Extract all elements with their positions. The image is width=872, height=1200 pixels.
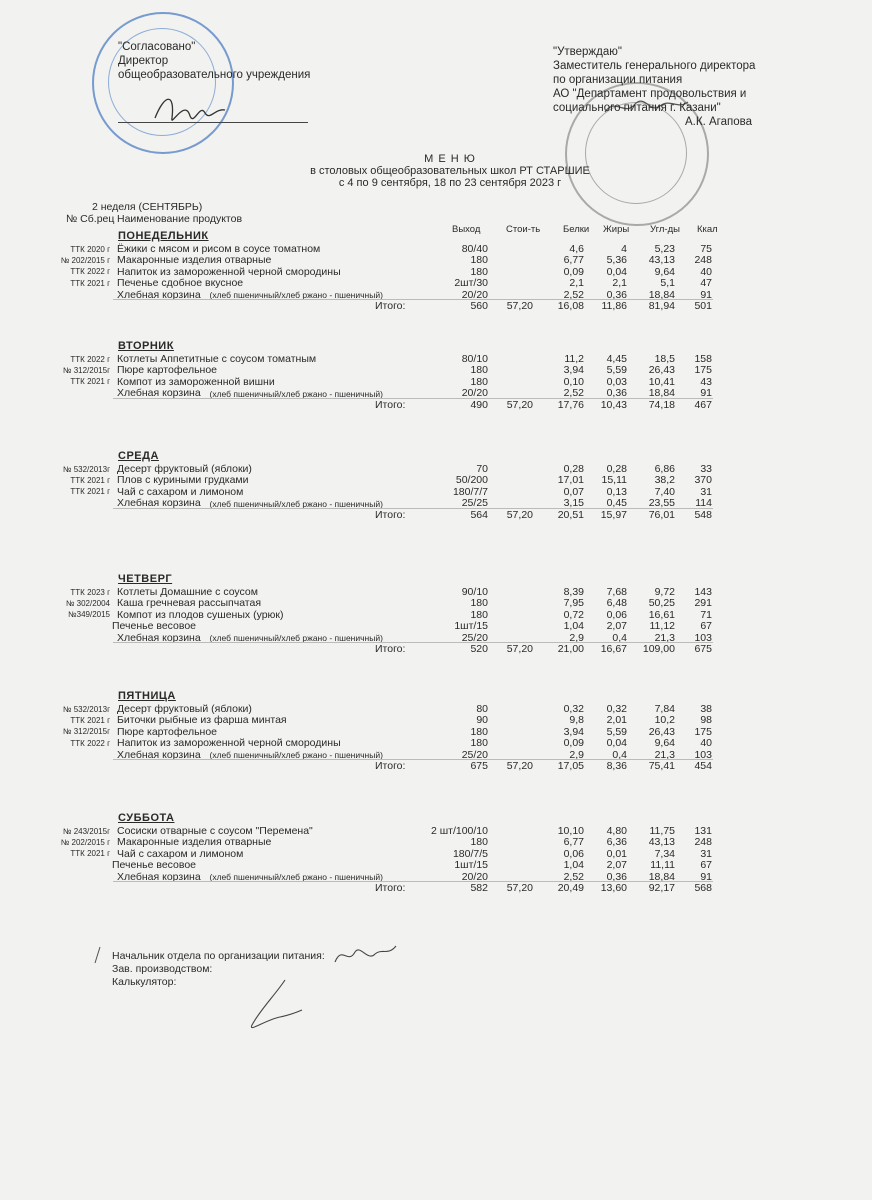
- total-rule: [113, 759, 713, 760]
- cell-protein: 0,28: [563, 463, 584, 475]
- dish-name: Хлебная корзина: [117, 387, 201, 400]
- cell-fat: 0,06: [606, 608, 627, 621]
- recipe-code: № 202/2015 г: [60, 255, 110, 265]
- col-output-header: Выход: [452, 224, 481, 235]
- total-protein: 20,49: [557, 882, 584, 894]
- cell-protein: 10,10: [557, 825, 584, 837]
- cell-protein: 2,9: [569, 631, 584, 644]
- cell-output: 80/40: [461, 243, 488, 255]
- dish-name: Сосиски отварные с соусом "Перемена": [117, 825, 313, 837]
- col-cost-header: Стои-ть: [506, 224, 541, 235]
- total-protein: 16,08: [557, 300, 584, 312]
- cell-kcal: 98: [700, 714, 712, 727]
- cell-kcal: 31: [700, 485, 712, 498]
- recipe-code: № 532/2013г: [62, 704, 110, 714]
- recipe-code: ТТК 2022 г: [70, 354, 110, 364]
- cell-output: 180/7/7: [452, 485, 488, 498]
- cell-protein: 2,9: [569, 748, 584, 761]
- dish-name: Чай с сахаром и лимоном: [117, 485, 244, 498]
- total-carbs: 74,18: [648, 398, 675, 411]
- cell-output: 180: [470, 265, 488, 278]
- menu-subtitle: в столовых общеобразовательных школ РТ СТАРШИЕ: [310, 165, 590, 177]
- cell-fat: 2,01: [606, 714, 627, 727]
- cell-kcal: 67: [700, 620, 712, 633]
- cell-carbs: 16,61: [648, 608, 675, 621]
- cell-kcal: 91: [700, 288, 712, 301]
- dish-note: (хлеб пшеничный/хлеб ржано - пшеничный): [209, 633, 383, 644]
- total-carbs: 92,17: [648, 882, 675, 894]
- cell-protein: 2,52: [563, 870, 584, 883]
- production-head-label: Зав. производством:: [112, 963, 213, 975]
- organization-line2: социального питания г. Казани": [553, 102, 721, 114]
- cell-carbs: 43,13: [648, 836, 675, 849]
- cell-output: 180: [470, 597, 488, 610]
- total-output: 560: [470, 300, 488, 312]
- cell-kcal: 158: [694, 353, 712, 365]
- cell-kcal: 43: [700, 375, 712, 388]
- day-heading: СУББОТА: [118, 812, 175, 824]
- dish-name: Плов с куриными грудками: [117, 474, 249, 487]
- total-label: Итого:: [375, 643, 406, 655]
- cell-protein: 2,52: [563, 288, 584, 301]
- recipe-code: ТТК 2023 г: [70, 587, 110, 597]
- dish-name: Печенье весовое: [112, 620, 197, 633]
- dish-name: Котлеты Домашние с соусом: [117, 586, 258, 598]
- total-output: 564: [470, 508, 488, 521]
- total-rule: [113, 398, 713, 399]
- total-cost: 57,20: [506, 508, 533, 521]
- cell-carbs: 9,72: [654, 586, 675, 598]
- recipe-code: ТТК 2021 г: [70, 278, 110, 288]
- cell-kcal: 114: [695, 497, 712, 510]
- cell-kcal: 291: [694, 597, 712, 610]
- cell-carbs: 43,13: [648, 254, 675, 267]
- dish-note: (хлеб пшеничный/хлеб ржано - пшеничный): [209, 750, 383, 761]
- dish-note: (хлеб пшеничный/хлеб ржано - пшеничный): [209, 388, 383, 399]
- total-carbs: 75,41: [648, 760, 675, 772]
- week-label: 2 неделя (СЕНТЯБРЬ): [92, 201, 203, 213]
- cell-fat: 2,07: [606, 620, 627, 633]
- cell-protein: 2,1: [569, 277, 584, 290]
- cell-carbs: 23,55: [648, 497, 675, 510]
- cell-output: 180: [470, 254, 488, 267]
- cell-output: 20/20: [461, 870, 488, 883]
- cell-kcal: 67: [700, 859, 712, 872]
- dish-name: Напиток из замороженной черной смородины: [117, 737, 341, 750]
- col-fat-header: Жиры: [603, 224, 630, 235]
- dish-name: Десерт фруктовый (яблоки): [117, 463, 252, 475]
- dish-name: Хлебная корзина: [117, 497, 201, 510]
- total-output: 675: [470, 760, 488, 772]
- cell-protein: 0,09: [563, 265, 584, 278]
- cell-carbs: 38,2: [654, 474, 675, 487]
- cell-carbs: 7,34: [654, 847, 675, 860]
- cell-fat: 0,01: [606, 847, 627, 860]
- recipe-code: № 532/2013г: [62, 464, 110, 474]
- dish-note: (хлеб пшеничный/хлеб ржано - пшеничный): [209, 872, 383, 883]
- cell-carbs: 50,25: [648, 597, 675, 610]
- day-heading: ВТОРНИК: [118, 340, 174, 352]
- cell-protein: 0,32: [563, 703, 584, 715]
- cell-output: 80: [476, 703, 488, 715]
- total-kcal: 568: [694, 882, 712, 894]
- dish-name: Хлебная корзина: [117, 870, 201, 883]
- cell-output: 20/20: [461, 387, 488, 400]
- cell-kcal: 40: [700, 737, 712, 750]
- cell-carbs: 6,86: [654, 463, 675, 475]
- cell-carbs: 26,43: [648, 364, 675, 377]
- cell-fat: 2,07: [606, 859, 627, 872]
- recipe-code: ТТК 2021 г: [70, 849, 110, 859]
- cell-fat: 6,36: [606, 836, 627, 849]
- cell-protein: 1,04: [563, 859, 584, 872]
- total-cost: 57,20: [506, 300, 533, 312]
- total-protein: 21,00: [557, 643, 584, 655]
- recipe-code: № 312/2015г: [62, 727, 110, 737]
- cell-fat: 5,36: [606, 254, 627, 267]
- cell-kcal: 40: [700, 265, 712, 278]
- cell-carbs: 11,12: [649, 620, 675, 633]
- cell-output: 180/7/5: [452, 847, 488, 860]
- cell-kcal: 175: [694, 725, 712, 738]
- cell-fat: 4,45: [606, 353, 627, 365]
- cell-fat: 4,80: [606, 825, 627, 837]
- cell-fat: 0,04: [606, 265, 627, 278]
- cell-carbs: 18,84: [648, 288, 675, 301]
- recipe-code: ТТК 2021 г: [70, 475, 110, 485]
- dish-name: Чай с сахаром и лимоном: [117, 847, 244, 860]
- cell-output: 180: [470, 737, 488, 750]
- recipe-code: ТТК 2020 г: [70, 244, 110, 254]
- cell-output: 50/200: [455, 474, 488, 487]
- cell-fat: 6,48: [606, 597, 627, 610]
- cell-fat: 0,4: [612, 748, 627, 761]
- cell-fat: 0,36: [606, 387, 627, 400]
- cell-protein: 6,77: [563, 836, 584, 849]
- col-name-header: Наименование продуктов: [117, 213, 243, 225]
- total-rule: [113, 508, 713, 509]
- cell-kcal: 47: [700, 277, 712, 290]
- total-cost: 57,20: [506, 760, 533, 772]
- total-label: Итого:: [375, 508, 406, 521]
- cell-protein: 4,6: [569, 243, 584, 255]
- cell-carbs: 11,11: [650, 859, 675, 872]
- cell-fat: 5,59: [606, 725, 627, 738]
- col-kcal-header: Ккал: [697, 224, 718, 235]
- footer-signature-icon: [330, 940, 400, 970]
- dish-note: (хлеб пшеничный/хлеб ржано - пшеничный): [209, 498, 383, 509]
- cell-kcal: 248: [694, 254, 712, 267]
- deputy-title-2: по организации питания: [553, 74, 683, 86]
- cell-carbs: 21,3: [654, 631, 675, 644]
- cell-kcal: 38: [700, 703, 712, 715]
- cell-protein: 3,94: [563, 364, 584, 377]
- total-rule: [113, 881, 713, 882]
- cell-protein: 7,95: [563, 597, 584, 610]
- total-output: 520: [470, 643, 488, 655]
- recipe-code: ТТК 2021 г: [70, 487, 110, 497]
- approve-label: "Утверждаю": [553, 46, 622, 58]
- total-cost: 57,20: [506, 643, 533, 655]
- director-signature-icon: [150, 88, 230, 133]
- cell-kcal: 131: [694, 825, 712, 837]
- recipe-code: № 312/2015г: [62, 365, 110, 375]
- recipe-code: № 202/2015 г: [60, 837, 110, 847]
- total-fat: 16,67: [600, 643, 627, 655]
- dish-name: Печенье сдобное вкусное: [117, 277, 244, 290]
- cell-carbs: 21,3: [654, 748, 675, 761]
- total-protein: 17,05: [557, 760, 584, 772]
- dish-name: Пюре картофельное: [117, 364, 218, 377]
- total-label: Итого:: [375, 760, 406, 772]
- approval-right-block: [553, 45, 755, 115]
- dish-name: Печенье весовое: [112, 859, 197, 872]
- cell-protein: 3,94: [563, 725, 584, 738]
- cell-fat: 0,28: [606, 463, 627, 475]
- director-label: Директор: [118, 55, 169, 67]
- cell-carbs: 7,40: [654, 485, 675, 498]
- cell-fat: 0,32: [606, 703, 627, 715]
- total-kcal: 548: [694, 508, 712, 521]
- total-output: 582: [470, 882, 488, 894]
- deputy-name: А.К. Агапова: [685, 116, 752, 128]
- dish-name: Хлебная корзина: [117, 631, 201, 644]
- cell-fat: 0,04: [606, 737, 627, 750]
- menu-title: М Е Н Ю: [424, 153, 476, 165]
- dish-name: Десерт фруктовый (яблоки): [117, 703, 252, 715]
- cell-output: 25/20: [461, 631, 488, 644]
- dish-name: Напиток из замороженной черной смородины: [117, 265, 341, 278]
- recipe-code: ТТК 2022 г: [70, 267, 110, 277]
- dish-name: Макаронные изделия отварные: [117, 836, 272, 849]
- cell-carbs: 18,5: [654, 353, 675, 365]
- calculator-signature-icon: [240, 975, 310, 1035]
- cell-protein: 17,01: [557, 474, 584, 487]
- total-label: Итого:: [375, 300, 406, 312]
- cell-carbs: 26,43: [648, 725, 675, 738]
- cell-carbs: 18,84: [648, 387, 675, 400]
- cell-protein: 2,52: [563, 387, 584, 400]
- total-kcal: 467: [694, 398, 712, 411]
- cell-kcal: 91: [700, 870, 712, 883]
- cell-carbs: 11,75: [649, 825, 675, 837]
- cell-fat: 0,13: [606, 485, 627, 498]
- deputy-title: Заместитель генерального директора: [553, 60, 756, 72]
- total-kcal: 675: [694, 643, 712, 655]
- total-carbs: 81,94: [648, 300, 675, 312]
- total-cost: 57,20: [506, 882, 533, 894]
- cell-protein: 0,09: [563, 737, 584, 750]
- total-fat: 10,43: [600, 398, 627, 411]
- cell-kcal: 31: [700, 847, 712, 860]
- cell-carbs: 9,64: [654, 737, 675, 750]
- dish-name: Каша гречневая рассыпчатая: [117, 597, 262, 610]
- total-fat: 11,86: [601, 300, 627, 312]
- cell-kcal: 103: [694, 631, 712, 644]
- cell-output: 180: [470, 608, 488, 621]
- day-heading: ЧЕТВЕРГ: [118, 573, 173, 585]
- menu-title-block: [280, 153, 620, 189]
- col-carbs-header: Угл-ды: [650, 224, 680, 235]
- total-fat: 13,60: [600, 882, 627, 894]
- total-cost: 57,20: [506, 398, 533, 411]
- cell-protein: 6,77: [563, 254, 584, 267]
- cell-carbs: 10,41: [648, 375, 675, 388]
- cell-fat: 0,36: [606, 288, 627, 301]
- dish-name: Биточки рыбные из фарша минтая: [117, 714, 287, 727]
- cell-fat: 2,1: [612, 277, 627, 290]
- recipe-code: № 243/2015г: [62, 826, 110, 836]
- total-kcal: 501: [694, 300, 712, 312]
- cell-output: 90/10: [461, 586, 488, 598]
- cell-carbs: 7,84: [654, 703, 675, 715]
- cell-fat: 4: [621, 243, 627, 255]
- cell-kcal: 370: [694, 474, 712, 487]
- cell-output: 180: [470, 364, 488, 377]
- dish-name: Компот из замороженной вишни: [117, 375, 275, 388]
- cell-protein: 3,15: [563, 497, 584, 510]
- cell-output: 180: [470, 836, 488, 849]
- calculator-label: Калькулятор:: [112, 976, 177, 988]
- cell-output: 25/25: [461, 497, 488, 510]
- cell-output: 1шт/15: [454, 859, 488, 872]
- cell-output: 80/10: [461, 353, 488, 365]
- dish-name: Пюре картофельное: [117, 725, 218, 738]
- cell-protein: 0,72: [563, 608, 584, 621]
- cell-fat: 15,11: [601, 474, 627, 487]
- cell-output: 25/20: [461, 748, 488, 761]
- cell-output: 90: [476, 714, 488, 727]
- recipe-code: № 302/2004: [65, 598, 110, 608]
- dish-name: Котлеты Аппетитные с соусом томатным: [117, 353, 317, 365]
- cell-kcal: 248: [694, 836, 712, 849]
- total-fat: 8,36: [606, 760, 627, 772]
- dish-name: Компот из плодов сушеных (урюк): [117, 608, 284, 621]
- total-protein: 17,76: [557, 398, 584, 411]
- cell-kcal: 75: [700, 243, 712, 255]
- total-rule: [113, 642, 713, 643]
- cell-protein: 8,39: [563, 586, 584, 598]
- recipe-code: ТТК 2021 г: [70, 377, 110, 387]
- cell-output: 70: [476, 463, 488, 475]
- cell-fat: 5,59: [606, 364, 627, 377]
- cell-carbs: 5,1: [660, 277, 675, 290]
- col-protein-header: Белки: [563, 224, 590, 235]
- recipe-code: №349/2015: [68, 610, 110, 620]
- cell-fat: 0,4: [612, 631, 627, 644]
- cell-protein: 0,07: [563, 485, 584, 498]
- cell-kcal: 175: [694, 364, 712, 377]
- dish-note: (хлеб пшеничный/хлеб ржано - пшеничный): [209, 290, 383, 301]
- cell-output: 180: [470, 375, 488, 388]
- cell-output: 20/20: [461, 288, 488, 301]
- menu-dates: с 4 по 9 сентября, 18 по 23 сентября 2023 г: [338, 177, 562, 189]
- cell-protein: 0,06: [563, 847, 584, 860]
- total-label: Итого:: [375, 882, 406, 894]
- cell-output: 2шт/30: [454, 277, 488, 290]
- cell-carbs: 10,2: [654, 714, 675, 727]
- approval-left-block: [118, 40, 310, 82]
- total-fat: 15,97: [600, 508, 627, 521]
- agreed-label: "Согласовано": [118, 41, 196, 53]
- cell-carbs: 9,64: [654, 265, 675, 278]
- cell-protein: 11,2: [564, 353, 584, 365]
- catering-head-label: Начальник отдела по организации питания:: [112, 950, 325, 962]
- total-carbs: 109,00: [642, 643, 675, 655]
- cell-fat: 0,45: [606, 497, 627, 510]
- col-code-header: № Сб.рец: [66, 213, 115, 225]
- cell-protein: 1,04: [563, 620, 584, 633]
- cell-output: 2 шт/100/10: [430, 825, 488, 837]
- day-heading: ПЯТНИЦА: [118, 690, 176, 702]
- cell-kcal: 71: [700, 608, 712, 621]
- dish-name: Хлебная корзина: [117, 748, 201, 761]
- dish-name: Хлебная корзина: [117, 288, 201, 301]
- dish-name: Макаронные изделия отварные: [117, 254, 272, 267]
- cell-fat: 0,36: [606, 870, 627, 883]
- day-heading: ПОНЕДЕЛЬНИК: [118, 230, 209, 242]
- cell-carbs: 5,23: [654, 243, 675, 255]
- total-output: 490: [470, 398, 488, 411]
- total-rule: [113, 299, 713, 300]
- total-protein: 20,51: [557, 508, 584, 521]
- pen-mark-icon: [92, 945, 104, 965]
- total-carbs: 76,01: [648, 508, 675, 521]
- day-heading: СРЕДА: [118, 450, 159, 462]
- cell-carbs: 18,84: [648, 870, 675, 883]
- dish-name: Ёжики с мясом и рисом в соусе томатном: [117, 243, 321, 255]
- cell-protein: 9,8: [569, 714, 584, 727]
- recipe-code: ТТК 2021 г: [70, 715, 110, 725]
- cell-kcal: 91: [700, 387, 712, 400]
- recipe-code: ТТК 2022 г: [70, 738, 110, 748]
- cell-fat: 7,68: [606, 586, 627, 598]
- cell-kcal: 33: [700, 463, 712, 475]
- cell-protein: 0,10: [563, 375, 584, 388]
- cell-kcal: 143: [694, 586, 712, 598]
- total-label: Итого:: [375, 398, 406, 411]
- cell-output: 180: [470, 725, 488, 738]
- school-label: общеобразовательного учреждения: [118, 69, 311, 81]
- cell-fat: 0,03: [606, 375, 627, 388]
- cell-kcal: 103: [694, 748, 712, 761]
- total-kcal: 454: [694, 760, 712, 772]
- director-signature-line: [118, 122, 308, 123]
- cell-output: 1шт/15: [454, 620, 488, 633]
- organization-line1: АО "Департамент продовольствия и: [553, 88, 747, 100]
